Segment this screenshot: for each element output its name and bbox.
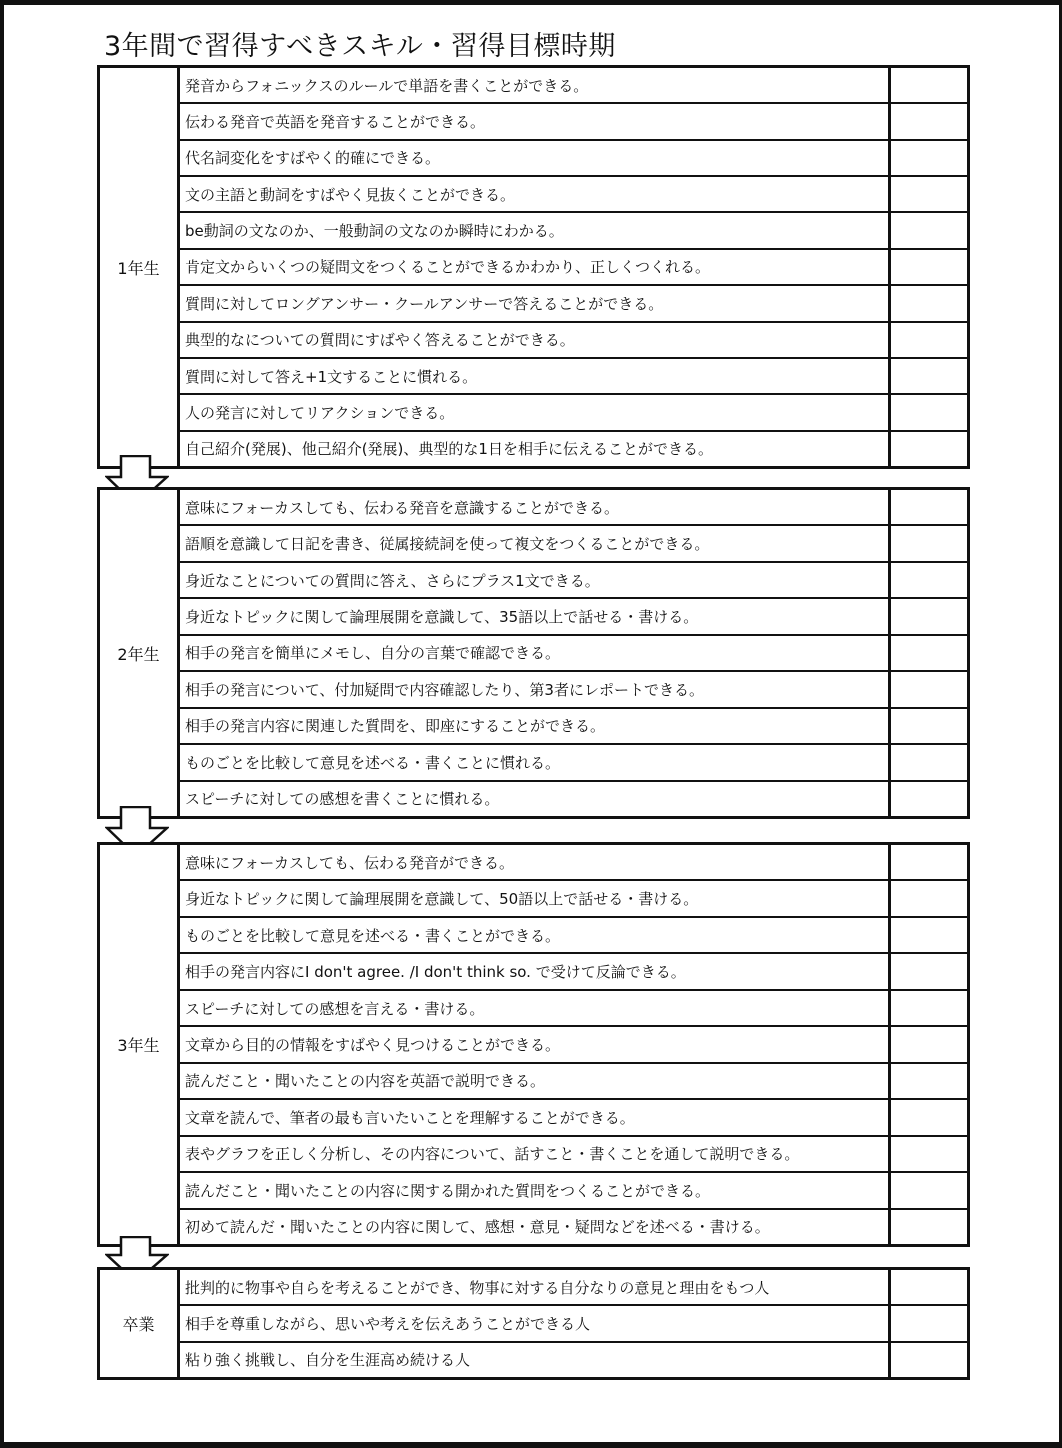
skill-row: [180, 1208, 967, 1244]
check-cell[interactable]: [888, 745, 967, 779]
skill-row: [180, 490, 967, 524]
section-grade-3: [97, 842, 970, 1247]
skill-text: 人の発言に対してリアクションできる。: [185, 403, 455, 422]
skill-row: [180, 561, 967, 597]
skill-text: 相手の発言を簡単にメモし、自分の言葉で確認できる。: [185, 644, 561, 663]
check-cell[interactable]: [888, 359, 967, 393]
goal-text: 相手を尊重しながら、思いや考えを伝えあうことができる人: [185, 1314, 591, 1333]
goal-text: 批判的に物事や自らを考えることができ、物事に対する自分なりの意見と理由をもつ人: [185, 1278, 770, 1297]
skill-row: [180, 1062, 967, 1098]
check-cell[interactable]: [888, 1306, 967, 1340]
check-cell[interactable]: [888, 213, 967, 247]
skill-text: 意味にフォーカスしても、伝わる発音ができる。: [185, 853, 514, 872]
skill-row: [180, 845, 967, 879]
check-cell[interactable]: [888, 1173, 967, 1207]
check-cell[interactable]: [888, 1064, 967, 1098]
skill-text: 代名詞変化をすばやく的確にできる。: [185, 149, 441, 168]
check-cell[interactable]: [888, 991, 967, 1025]
skill-row: [180, 1025, 967, 1061]
skill-text: 典型的なについての質問にすばやく答えることができる。: [185, 331, 575, 350]
section-grade-1: [97, 65, 970, 469]
skill-row: [180, 393, 967, 429]
skill-text: 肯定文からいくつの疑問文をつくることができるかわかり、正しくつくれる。: [185, 258, 711, 277]
skill-text: 文章を読んで、筆者の最も言いたいことを理解することができる。: [185, 1108, 635, 1127]
skill-row: [180, 321, 967, 357]
check-cell[interactable]: [888, 490, 967, 524]
skill-text: 初めて読んだ・聞いたことの内容に関して、感想・意見・疑問などを述べる・書ける。: [185, 1218, 770, 1237]
skill-text: スピーチに対しての感想を書くことに慣れる。: [185, 790, 500, 809]
check-cell[interactable]: [888, 1100, 967, 1134]
section-graduation: [97, 1267, 970, 1380]
skill-row: [180, 139, 967, 175]
check-cell[interactable]: [888, 881, 967, 915]
goal-list: [180, 1270, 967, 1377]
section-grade-2: [97, 487, 970, 819]
skill-text: 身近なトピックに関して論理展開を意識して、35語以上で話せる・書ける。: [185, 608, 699, 627]
skill-row: [180, 68, 967, 102]
check-cell[interactable]: [888, 104, 967, 138]
skill-text: 相手の発言について、付加疑問で内容確認したり、第3者にレポートできる。: [185, 680, 704, 699]
skill-row: [180, 248, 967, 284]
skill-row: [180, 780, 967, 816]
skill-row: [180, 989, 967, 1025]
skill-text: 質問に対して答え+1文することに慣れる。: [185, 367, 478, 386]
skill-row: [180, 102, 967, 138]
skill-text: 読んだこと・聞いたことの内容を英語で説明できる。: [185, 1072, 546, 1091]
skill-text: 身近なことについての質問に答え、さらにプラス1文できる。: [185, 571, 600, 590]
skill-row: [180, 284, 967, 320]
goal-row: [180, 1304, 967, 1340]
skill-text: 相手の発言内容に関連した質問を、即座にすることができる。: [185, 717, 606, 736]
skill-text: ものごとを比較して意見を述べる・書くことに慣れる。: [185, 753, 561, 772]
skill-text: 伝わる発音で英語を発音することができる。: [185, 113, 486, 132]
check-cell[interactable]: [888, 1343, 967, 1377]
skill-text: ものごとを比較して意見を述べる・書くことができる。: [185, 926, 561, 945]
skill-row: [180, 707, 967, 743]
check-cell[interactable]: [888, 1137, 967, 1171]
check-cell[interactable]: [888, 599, 967, 633]
skill-list: [180, 68, 967, 466]
skill-text: be動詞の文なのか、一般動詞の文なのか瞬時にわかる。: [185, 222, 564, 241]
grade-label: 3年生: [100, 845, 180, 1244]
skill-row: [180, 1171, 967, 1207]
skill-row: [180, 597, 967, 633]
skill-row: [180, 211, 967, 247]
skill-text: 読んだこと・聞いたことの内容に関する開かれた質問をつくることができる。: [185, 1181, 711, 1200]
skill-row: [180, 634, 967, 670]
check-cell[interactable]: [888, 672, 967, 706]
check-cell[interactable]: [888, 1210, 967, 1244]
skill-row: [180, 879, 967, 915]
goal-row: [180, 1341, 967, 1377]
check-cell[interactable]: [888, 709, 967, 743]
skill-row: [180, 430, 967, 466]
check-cell[interactable]: [888, 845, 967, 879]
check-cell[interactable]: [888, 432, 967, 466]
page-title: 3年間で習得すべきスキル・習得目標時期: [104, 31, 616, 62]
check-cell[interactable]: [888, 250, 967, 284]
skill-text: 表やグラフを正しく分析し、その内容について、話すこと・書くことを通して説明できる。: [185, 1145, 800, 1164]
skill-row: [180, 952, 967, 988]
skill-list: [180, 490, 967, 816]
check-cell[interactable]: [888, 395, 967, 429]
check-cell[interactable]: [888, 286, 967, 320]
check-cell[interactable]: [888, 563, 967, 597]
skill-row: [180, 743, 967, 779]
skill-text: 意味にフォーカスしても、伝わる発音を意識することができる。: [185, 498, 619, 517]
grade-label: 2年生: [100, 490, 180, 816]
check-cell[interactable]: [888, 1027, 967, 1061]
check-cell[interactable]: [888, 954, 967, 988]
check-cell[interactable]: [888, 782, 967, 816]
check-cell[interactable]: [888, 1270, 967, 1304]
check-cell[interactable]: [888, 141, 967, 175]
check-cell[interactable]: [888, 177, 967, 211]
skill-text: 文章から目的の情報をすばやく見つけることができる。: [185, 1035, 561, 1054]
skill-text: スピーチに対しての感想を言える・書ける。: [185, 999, 485, 1018]
goal-row: [180, 1270, 967, 1304]
check-cell[interactable]: [888, 636, 967, 670]
goal-text: 粘り強く挑戦し、自分を生涯高め続ける人: [185, 1351, 471, 1370]
skill-text: 身近なトピックに関して論理展開を意識して、50語以上で話せる・書ける。: [185, 890, 699, 909]
skill-row: [180, 175, 967, 211]
skill-text: 自己紹介(発展)、他己紹介(発展)、典型的な1日を相手に伝えることができる。: [185, 440, 713, 459]
grade-label: 1年生: [100, 68, 180, 466]
skill-row: [180, 670, 967, 706]
skill-text: 発音からフォニックスのルールで単語を書くことができる。: [185, 76, 589, 95]
skill-row: [180, 524, 967, 560]
check-cell[interactable]: [888, 68, 967, 102]
check-cell[interactable]: [888, 918, 967, 952]
skill-row: [180, 916, 967, 952]
skill-row: [180, 1135, 967, 1171]
check-cell[interactable]: [888, 323, 967, 357]
grade-label: 卒業: [100, 1270, 180, 1377]
skill-text: 相手の発言内容にI don't agree. /I don't think so. で受けて反論できる。: [185, 963, 686, 982]
skill-row: [180, 357, 967, 393]
check-cell[interactable]: [888, 526, 967, 560]
skill-text: 語順を意識して日記を書き、従属接続詞を使って複文をつくることができる。: [185, 535, 710, 554]
skill-text: 質問に対してロングアンサー・クールアンサーで答えることができる。: [185, 294, 664, 313]
skill-list: [180, 845, 967, 1244]
skill-text: 文の主語と動詞をすばやく見抜くことができる。: [185, 185, 516, 204]
skill-row: [180, 1098, 967, 1134]
